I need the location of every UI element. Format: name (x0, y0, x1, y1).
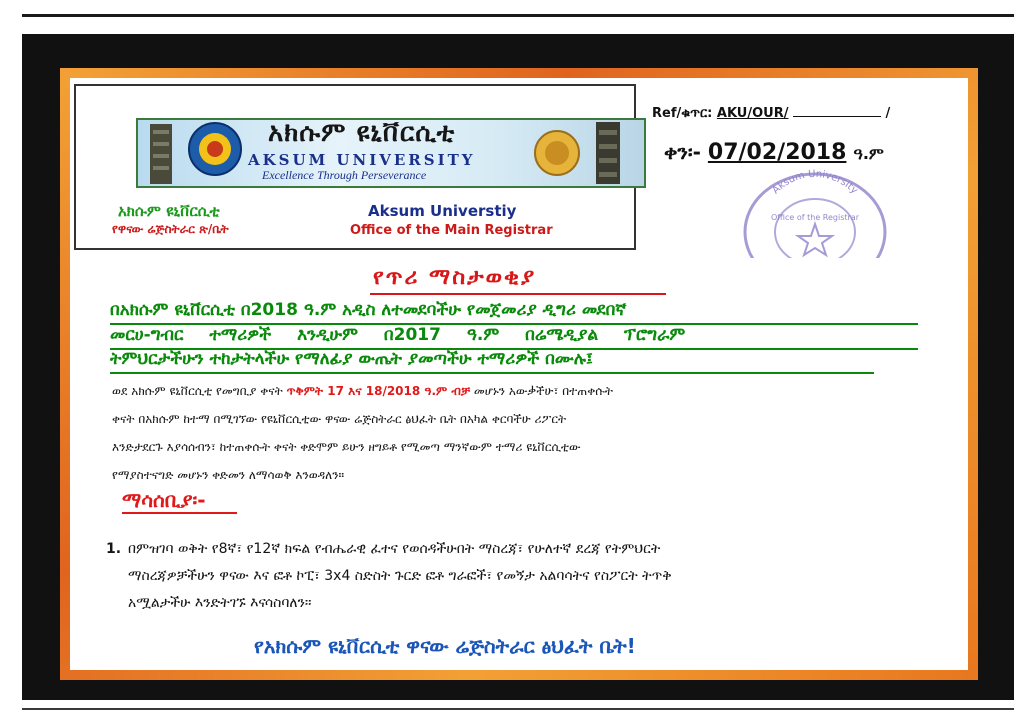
body-line-4: የማያስተናግድ መሆኑን ቀድመን ለማሳወቅ እንወዳለን። (112, 468, 345, 482)
body-line-1-post: መሆኑን አውቃችሁ፣ በተጠቀሱት (470, 384, 613, 398)
audience-line-2: መርሀ-ግብር ተማሪዎች እንዲሁም በ2017 ዓ.ም በሬሜዲያል ፕሮግራም (110, 325, 686, 345)
stamp-text-top: Aksum University (770, 168, 860, 197)
admission-dates: ጥቅምት 17 እና 18/2018 ዓ.ም ብቻ (286, 384, 471, 398)
body-line-3: እንድታደርጉ እያሳሰብን፣ ከተጠቀሱት ቀናት ቀድሞም ይሁን ዘግይቶ የሚመጣ ማንኛውም ተማሪ ዩኒቨርሲቲው (112, 440, 581, 454)
audience-line-3: ትምህርታችሁን ተከታትላችሁ የማለፊያ ውጤት ያመጣችሁ ተማሪዎች በሙሉ፤ (110, 349, 593, 369)
ref-tail: / (885, 106, 891, 121)
office-name-english: Aksum Universtiy (368, 202, 517, 220)
stamp-text-mid: Office of the Registrar (770, 213, 860, 222)
ref-value: AKU/OUR/ (716, 106, 789, 121)
scan-edge-top (22, 14, 1014, 17)
note-item-line-2: ማስረጃዎቻችሁን ዋናው እና ፎቶ ኮፒ፣ 3x4 ስድስት ጉርድ ፎቶ ግራፎች፣ የመኝታ አልባሳትና የስፖርት ትጥቅ (128, 568, 672, 584)
body-line-2: ቀናት በአክሱም ከተማ በሚገኘው የዩኒቨርሲቲው ዋናው ሬጅስትራር ፅህፈት ቤት በአካል ቀርባችሁ ሪፖርት (112, 412, 567, 426)
office-subtitle-amharic: የዋናው ሬጅስትራር ጽ/ቤት (112, 222, 229, 236)
date-label: ቀን፡- (664, 140, 701, 164)
note-item-number: 1. (106, 541, 122, 557)
office-subtitle-english: Office of the Main Registrar (350, 223, 553, 238)
banner-tagline: Excellence Through Perseverance (262, 168, 427, 182)
banner-title-amharic: አክሱም ዩኒቨርሲቲ (268, 118, 456, 148)
closing-signature: የአክሱም ዩኒቨርሲቲ ዋናው ሬጅስትራር ፅህፈት ቤት! (254, 634, 636, 658)
lion-seal-icon (532, 128, 582, 178)
date-value: 07/02/2018 (707, 140, 847, 165)
note-item-line-3: አሟልታችሁ እንድትገኙ እናሳስባለን። (128, 595, 312, 611)
university-logo-icon (186, 120, 244, 178)
date-suffix: ዓ.ም (853, 144, 884, 163)
notice-title: የጥሪ ማስታወቂያ (373, 265, 537, 290)
audience-underline-3 (110, 372, 874, 374)
obelisk-left-icon (142, 120, 182, 186)
ref-blank (793, 105, 881, 117)
note-heading: ማሳሰቢያ፡- (122, 488, 206, 512)
note-heading-underline (122, 512, 237, 514)
ref-label: Ref/ቁጥር: (652, 106, 713, 121)
scan-edge-bottom (22, 708, 1014, 710)
reference-number (652, 105, 890, 121)
note-item-line-1: በምዝገባ ወቅት የ8ኛ፣ የ12ኛ ክፍል የብሔራዊ ፈተና የወሰዳችሁበት ማስረጃ፣ የሁለተኛ ደረጃ የትምህርት (128, 541, 661, 557)
audience-line-1: በአክሱም ዩኒቨርሲቲ በ2018 ዓ.ም አዲስ ለተመደባችሁ የመጀመሪያ ዲግሪ መደበኛ (110, 300, 627, 320)
body-line-1 (112, 384, 613, 399)
office-name-amharic: አክሱም ዩኒቨርሲቲ (118, 202, 220, 220)
notice-title-underline (370, 293, 666, 295)
body-line-1-pre: ወደ አክሱም ዩኒቨርሲቲ የመግቢያ ቀናት (112, 384, 287, 398)
banner-title-english: AKSUM UNIVERSITY (248, 151, 476, 169)
obelisk-right-icon (586, 120, 630, 186)
